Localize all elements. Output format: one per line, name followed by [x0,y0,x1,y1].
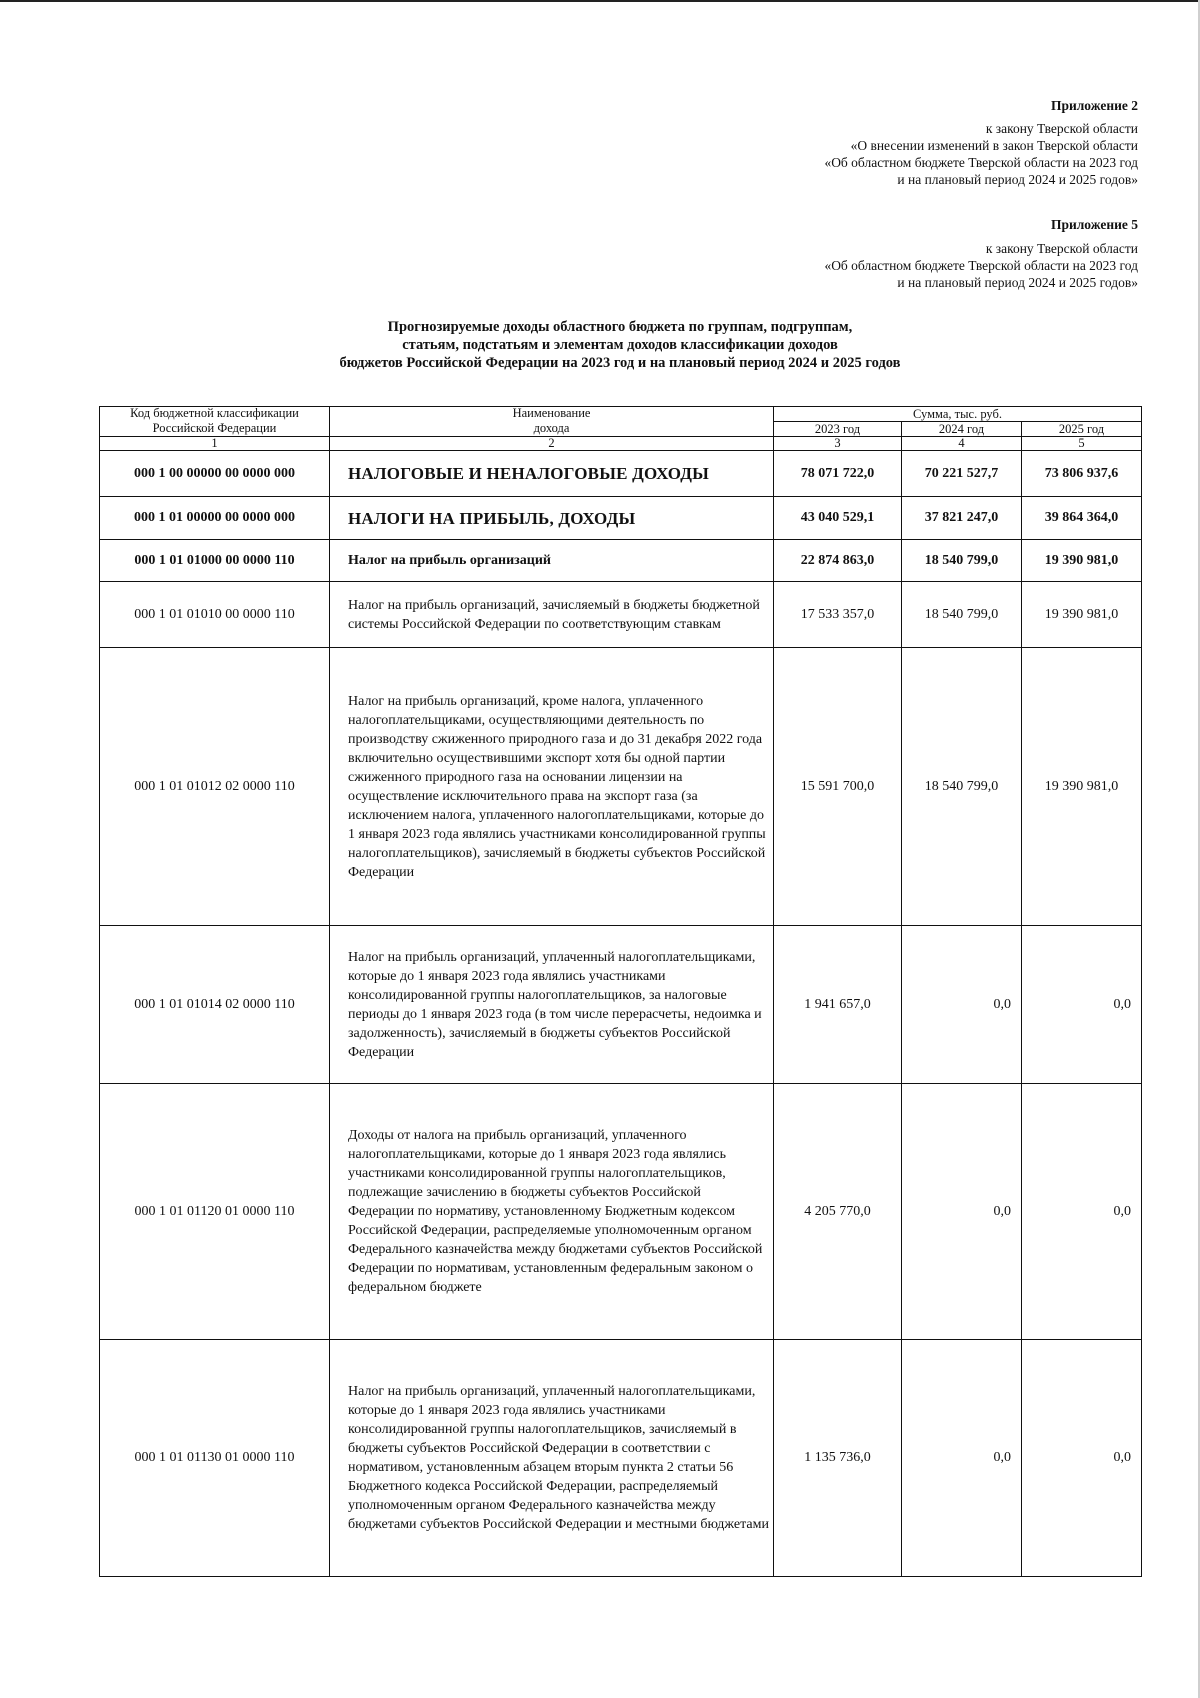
appendix-2-line: и на плановый период 2024 и 2025 годов» [897,172,1138,187]
row-value-2023: 78 071 722,0 [774,451,902,497]
appendix-2-line: к закону Тверской области [985,121,1138,136]
header-year-2025: 2025 год [1022,422,1142,437]
header-name [330,407,774,422]
row-code: 000 1 01 00000 00 0000 000 [100,497,330,540]
row-code: 000 1 01 01120 01 0000 110 [100,1084,330,1340]
header-code [100,407,330,422]
table-row [100,1084,1142,1340]
table-row [100,540,1142,582]
table-row [100,1340,1142,1577]
row-value-2024: 0,0 [902,1340,1022,1577]
row-name: Налог на прибыль организаций, зачисляемый в бюджеты бюджетной системы Российской Федерации по соответствующим ставкам [330,582,774,648]
row-value-2024: 0,0 [902,1084,1022,1340]
row-value-2025: 19 390 981,0 [1022,582,1142,648]
row-name: НАЛОГОВЫЕ И НЕНАЛОГОВЫЕ ДОХОДЫ [330,451,774,497]
header-year-2023: 2023 год [774,422,902,437]
appendix-5-title: Приложение 5 [1050,217,1138,232]
row-code: 000 1 00 00000 00 0000 000 [100,451,330,497]
header-name-line2: дохода [533,420,570,435]
column-number: 3 [774,437,902,451]
row-value-2023: 22 874 863,0 [774,540,902,582]
header-code-line1: Код бюджетной классификации [130,406,299,420]
column-number: 5 [1022,437,1142,451]
row-value-2023: 15 591 700,0 [774,648,902,926]
appendix-5-header [824,216,1138,291]
table-row [100,451,1142,497]
column-number: 1 [100,437,330,451]
row-value-2025: 19 390 981,0 [1022,648,1142,926]
row-value-2024: 0,0 [902,926,1022,1084]
table-row [100,648,1142,926]
header-year-2024: 2024 год [902,422,1022,437]
appendix-2-line: «О внесении изменений в закон Тверской области [850,138,1138,153]
row-name: НАЛОГИ НА ПРИБЫЛЬ, ДОХОДЫ [330,497,774,540]
document-title-line: Прогнозируемые доходы областного бюджета по группам, подгруппам, [387,319,853,335]
document-title [200,318,1040,372]
table-row [100,926,1142,1084]
row-value-2025: 19 390 981,0 [1022,540,1142,582]
header-code-cont [100,422,330,437]
appendix-5-line: «Об областном бюджете Тверской области на 2023 год [824,258,1138,273]
header-code-line2: Российской Федерации [152,420,277,435]
header-sum: Сумма, тыс. руб. [774,407,1142,422]
row-value-2024: 37 821 247,0 [902,497,1022,540]
appendix-2-line: «Об областном бюджете Тверской области на 2023 год [824,155,1138,170]
appendix-2-header [824,97,1138,188]
appendix-5-line: и на плановый период 2024 и 2025 годов» [897,275,1138,290]
appendix-2-title: Приложение 2 [1050,98,1138,113]
row-value-2024: 70 221 527,7 [902,451,1022,497]
table-row [100,497,1142,540]
row-value-2023: 4 205 770,0 [774,1084,902,1340]
row-value-2023: 1 135 736,0 [774,1340,902,1577]
row-value-2024: 18 540 799,0 [902,648,1022,926]
row-value-2025: 0,0 [1022,1084,1142,1340]
row-name: Налог на прибыль организаций, кроме налога, уплаченного налогоплательщиками, осуществляющими деятельность по производству сжиженного природного газа и до 31 декабря 2022 года включительно осуществившими экспорт хотя бы одной партии сжиженного природного газа на основании лицензии на осуществление исключительного права на экспорт газа (за исключением налога, уплаченного налогоплательщиками, которые до 1 января 2023 года являлись участниками консолидированной группы налогоплательщиков), зачисляемый в бюджеты субъектов Российской Федерации [330,648,774,926]
document-title-line: статьям, подстатьям и элементам доходов классификации доходов [402,337,838,353]
column-number: 4 [902,437,1022,451]
row-code: 000 1 01 01130 01 0000 110 [100,1340,330,1577]
row-value-2025: 73 806 937,6 [1022,451,1142,497]
row-value-2025: 0,0 [1022,1340,1142,1577]
row-name: Налог на прибыль организаций [330,540,774,582]
table-row [100,582,1142,648]
row-code: 000 1 01 01010 00 0000 110 [100,582,330,648]
row-code: 000 1 01 01000 00 0000 110 [100,540,330,582]
row-name: Налог на прибыль организаций, уплаченный налогоплательщиками, которые до 1 января 2023 года являлись участниками консолидированной группы налогоплательщиков, за налоговые периоды до 1 января 2023 года (в том числе перерасчеты, недоимка и задолженность), зачисляемый в бюджеты субъектов Российской Федерации [330,926,774,1084]
appendix-5-line: к закону Тверской области [985,241,1138,256]
row-value-2024: 18 540 799,0 [902,582,1022,648]
header-name-line1: Наименование [512,406,591,420]
column-number: 2 [330,437,774,451]
row-value-2023: 1 941 657,0 [774,926,902,1084]
row-value-2024: 18 540 799,0 [902,540,1022,582]
row-code: 000 1 01 01012 02 0000 110 [100,648,330,926]
row-value-2025: 39 864 364,0 [1022,497,1142,540]
row-name: Доходы от налога на прибыль организаций, уплаченного налогоплательщиками, которые до 1 января 2023 года являлись участниками консолидированной группы налогоплательщиков, подлежащие зачислению в бюджеты субъектов Российской Федерации по нормативу, установленному Бюджетным кодексом Российской Федерации, распределяемые уполномоченным органом Федерального казначейства между бюджетами субъектов Российской Федерации по нормативам, установленным федеральным законом о федеральном бюджете [330,1084,774,1340]
row-value-2023: 17 533 357,0 [774,582,902,648]
row-code: 000 1 01 01014 02 0000 110 [100,926,330,1084]
row-value-2025: 0,0 [1022,926,1142,1084]
income-table [99,406,1142,1577]
scan-border-top [0,0,1200,2]
row-name: Налог на прибыль организаций, уплаченный налогоплательщиками, которые до 1 января 2023 года являлись участниками консолидированной группы налогоплательщиков, зачисляемый в бюджеты субъектов Российской Федерации в соответствии с нормативом, установленным абзацем вторым пункта 2 статьи 56 Бюджетного кодекса Российской Федерации, распределяемый уполномоченным органом Федерального казначейства между бюджетами субъектов Российской Федерации и местными бюджетами [330,1340,774,1577]
row-value-2023: 43 040 529,1 [774,497,902,540]
header-name-cont [330,422,774,437]
document-title-line: бюджетов Российской Федерации на 2023 год и на плановый период 2024 и 2025 годов [339,355,901,371]
